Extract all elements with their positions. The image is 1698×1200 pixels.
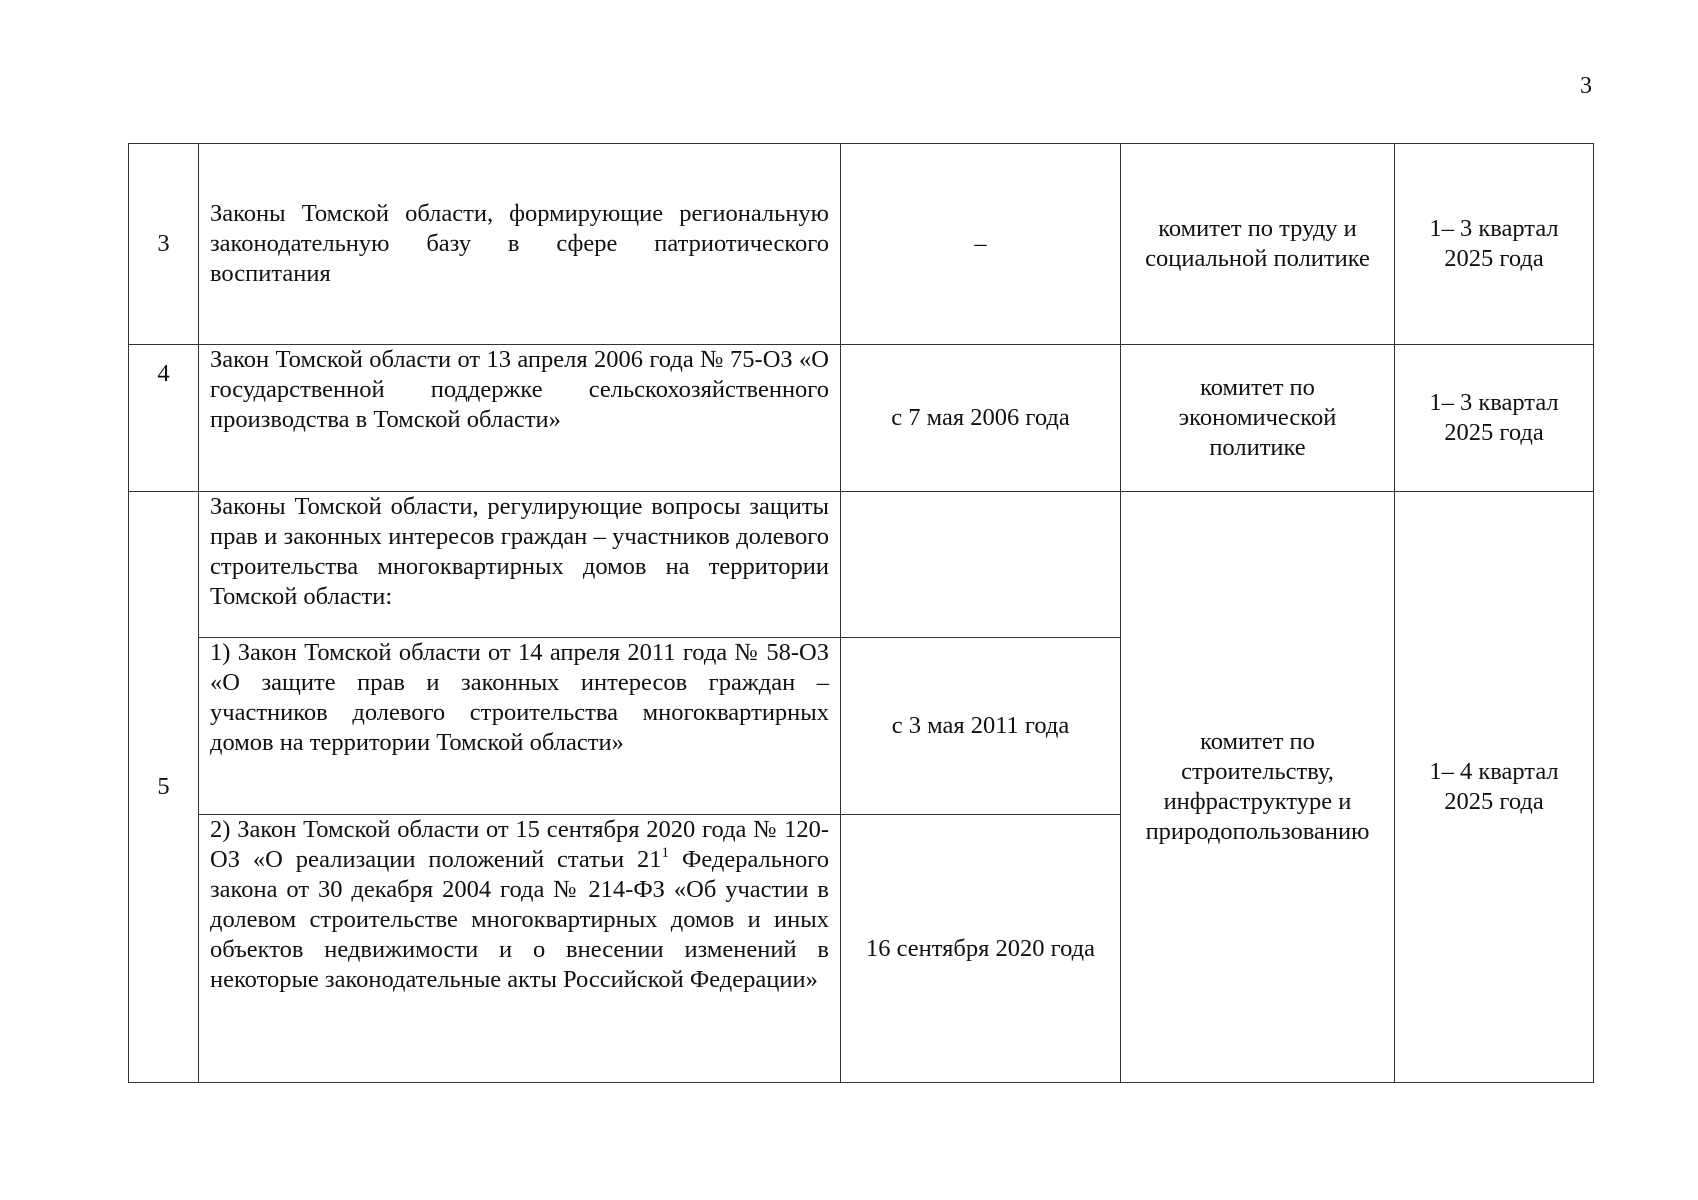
law-title-part: 2) Закон Томской области от 15 сентября 2020 года № 120-ОЗ «О реализации положений статьи 21 bbox=[210, 816, 829, 873]
law-title: 1) Закон Томской области от 14 апреля 2011 года № 58-ОЗ «О защите прав и законных интересов граждан – участников долевого строительства многоквартирных домов на территории Томской области» bbox=[199, 638, 841, 815]
responsible-committee: комитет по строительству, инфраструктуре и природопользованию bbox=[1121, 492, 1395, 1083]
row-number: 4 bbox=[129, 345, 199, 492]
effective-date: – bbox=[841, 144, 1121, 345]
table-row bbox=[129, 144, 1594, 345]
row-number: 3 bbox=[129, 144, 199, 345]
effective-date: с 3 мая 2011 года bbox=[841, 638, 1121, 815]
monitoring-period: 1– 3 квартал 2025 года bbox=[1395, 144, 1594, 345]
effective-date-empty bbox=[841, 492, 1121, 638]
monitoring-period: 1– 3 квартал 2025 года bbox=[1395, 345, 1594, 492]
table-row bbox=[129, 345, 1594, 492]
row-number: 5 bbox=[129, 492, 199, 1083]
superscript-index: 1 bbox=[661, 845, 670, 861]
law-title: Законы Томской области, формирующие региональную законодательную базу в сфере патриотического воспитания bbox=[199, 144, 841, 345]
page-number: 3 bbox=[1580, 73, 1592, 99]
effective-date: 16 сентября 2020 года bbox=[841, 815, 1121, 1083]
law-title-part: Федерального закона от 30 декабря 2004 года № 214-ФЗ «Об участии в долевом строительстве многоквартирных домов и иных объектов недвижимости и о внесении изменений в некоторые законодательные акты Российской Федерации» bbox=[210, 846, 829, 993]
responsible-committee: комитет по экономической политике bbox=[1121, 345, 1395, 492]
monitoring-period: 1– 4 квартал 2025 года bbox=[1395, 492, 1594, 1083]
law-title: Закон Томской области от 13 апреля 2006 года № 75-ОЗ «О государственной поддержке сельскохозяйственного производства в Томской области» bbox=[199, 345, 841, 492]
law-title bbox=[199, 815, 841, 1083]
law-group-intro: Законы Томской области, регулирующие вопросы защиты прав и законных интересов граждан – участников долевого строительства многоквартирных домов на территории Томской области: bbox=[199, 492, 841, 638]
effective-date: с 7 мая 2006 года bbox=[841, 345, 1121, 492]
responsible-committee: комитет по труду и социальной политике bbox=[1121, 144, 1395, 345]
table-row bbox=[129, 492, 1594, 638]
plan-table bbox=[128, 143, 1594, 1083]
